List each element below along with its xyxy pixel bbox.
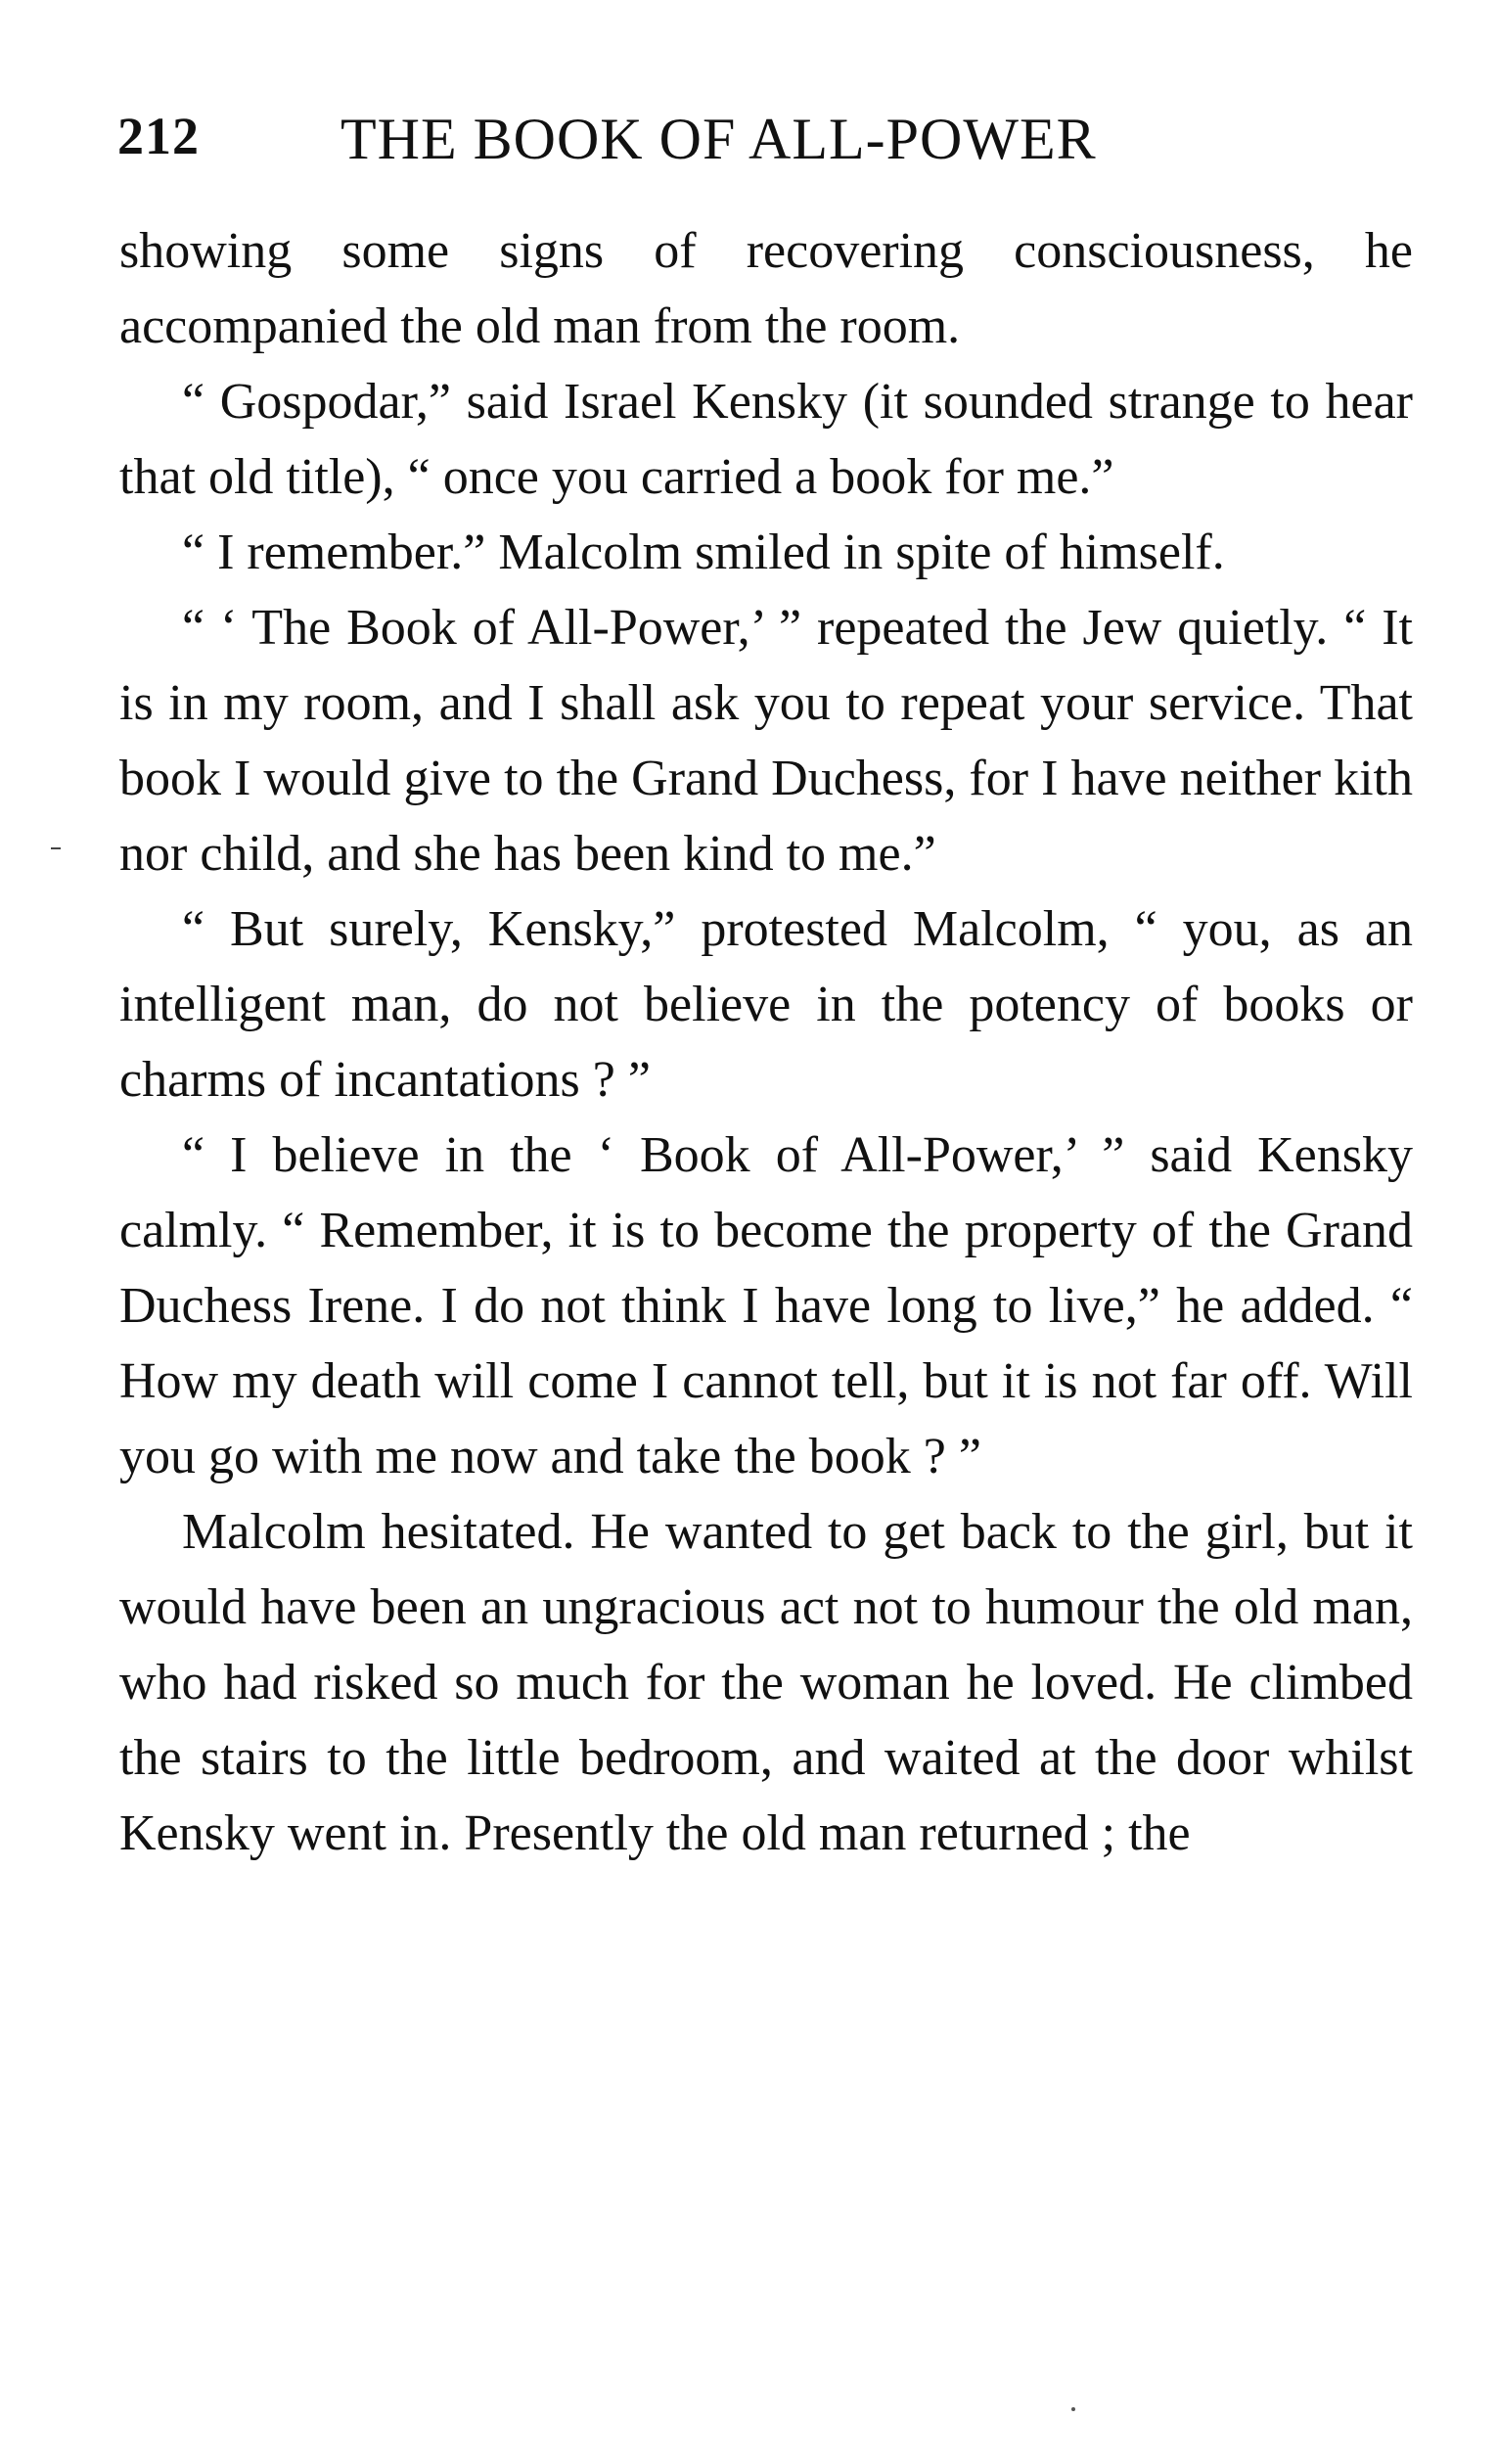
paragraph: “ Gospodar,” said Israel Kensky (it sounded strange to hear that old title), “ once you carried a book for me.” [119,374,1413,505]
running-title: THE BOOK OF ALL-POWER [340,107,1097,171]
body-text [119,213,1413,1871]
paragraph: Malcolm hesitated. He wanted to get back to the girl, but it would have been an ungracious act not to humour the old man, who had risked so much for the woman he loved. He climbed the stairs to the little bedroom, and waited at the door whilst Kensky went in. Presently the old man returned ; the [119,1504,1413,1861]
print-speck [1071,2407,1075,2411]
margin-mark [51,847,61,849]
paragraph: “ But surely, Kensky,” protested Malcolm, “ you, as an intelligent man, do not believe in the potency of books or charms of incantations ? ” [119,901,1413,1108]
paragraph: showing some signs of recovering consciousness, he accompanied the old man from the room. [119,223,1413,354]
running-header [117,106,1419,184]
paragraph: “ I believe in the ‘ Book of All-Power,’ ” said Kensky calmly. “ Remember, it is to become the property of the Grand Duchess Irene. I do not think I have long to live,” he added. “ How my death will come I cannot tell, but it is not far off. Will you go with me now and take the book ? ” [119,1127,1413,1484]
paragraph: “ ‘ The Book of All-Power,’ ” repeated the Jew quietly. “ It is in my room, and I shall ask you to repeat your service. That book I would give to the Grand Duchess, for I have neither kith nor child, and she has been kind to me.” [119,600,1413,882]
paragraph: “ I remember.” Malcolm smiled in spite of himself. [182,525,1225,580]
page-number: 212 [117,107,200,165]
